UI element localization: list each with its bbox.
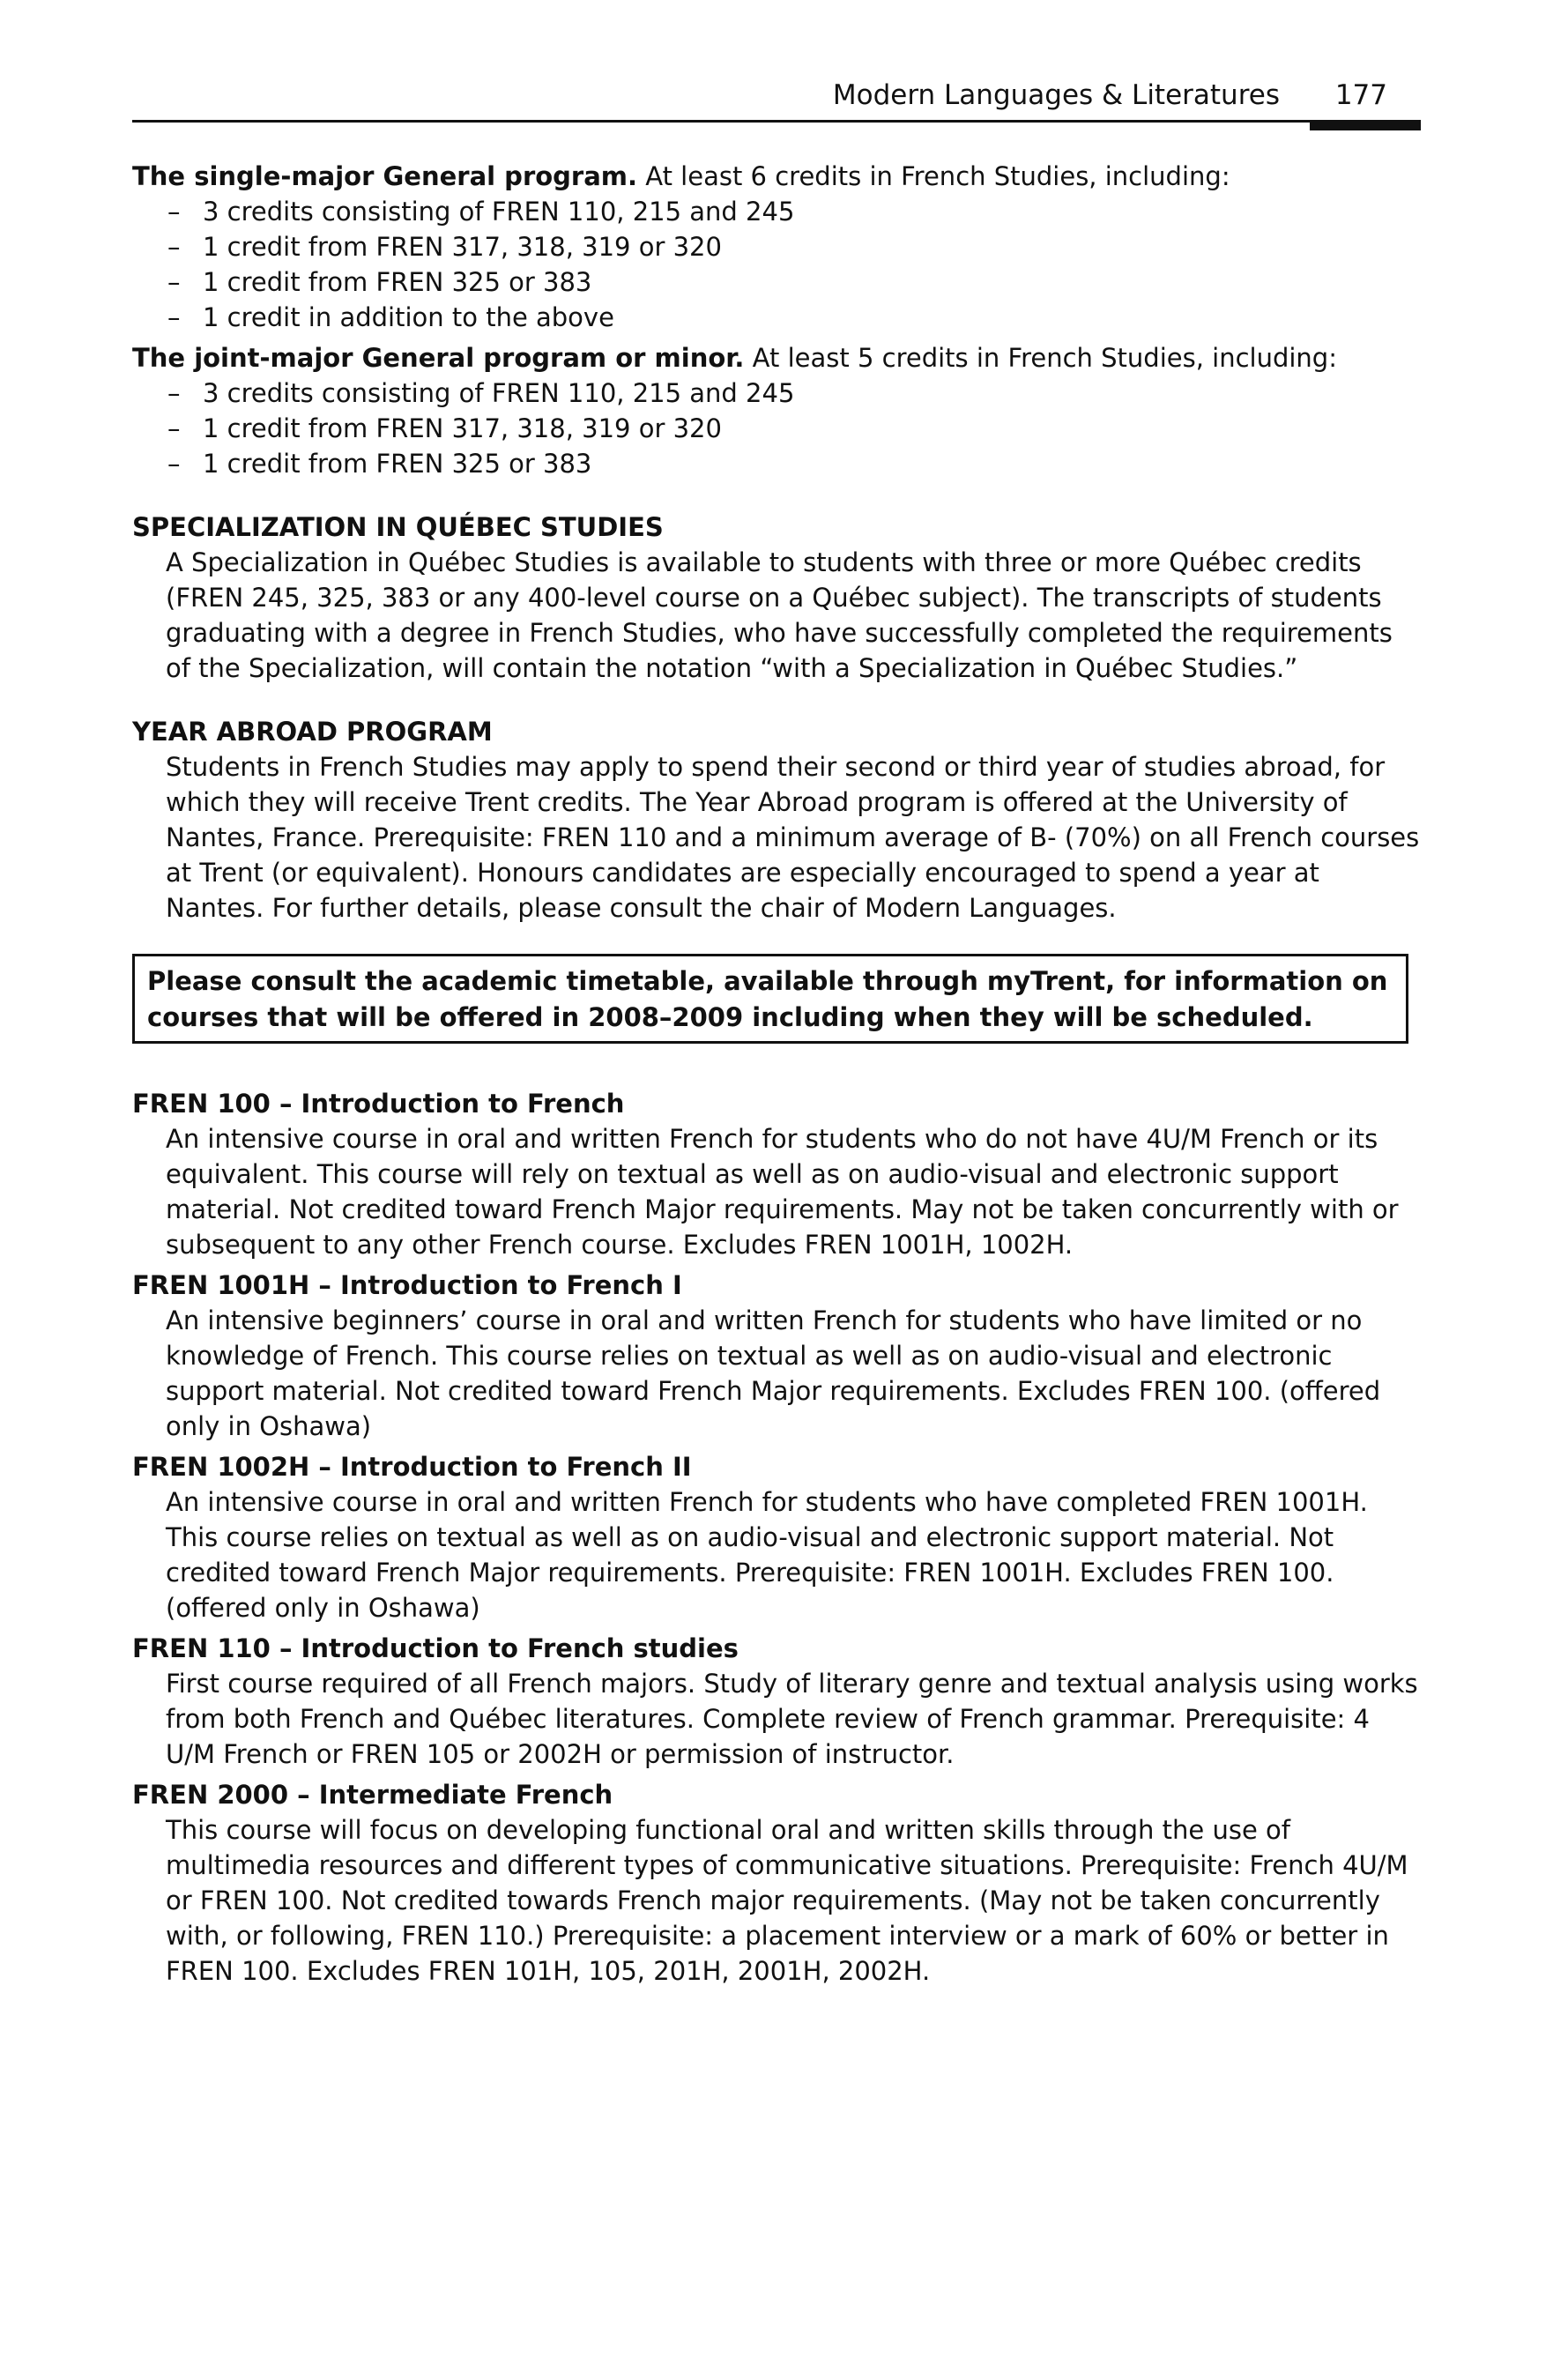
- list-item: [167, 411, 1421, 446]
- course-description: An intensive course in oral and written French for students who do not have 4U/M French or its equivalent. This course will rely on textual as well as on audio-visual and electronic support material. Not credited toward French Major requirements. May not be taken concurrently with or subsequent to any other French course. Excludes FREN 1001H, 1002H.: [166, 1124, 1399, 1260]
- list-item: [167, 446, 1421, 481]
- course-title: FREN 110 – Introduction to French studies: [132, 1633, 739, 1663]
- specialization-heading: SPECIALIZATION IN QUÉBEC STUDIES: [132, 512, 664, 542]
- single-major-requirements: [132, 194, 1421, 335]
- course-description: First course required of all French majors. Study of literary genre and textual analysis using works from both French and Québec literatures. Complete review of French grammar. Prerequisite: 4 U/M French or FREN 105 or 2002H or permission of instructor.: [166, 1669, 1418, 1769]
- single-major-heading: The single-major General program.: [132, 161, 638, 191]
- course-entry: [132, 1449, 1421, 1625]
- list-item-text: 1 credit from FREN 317, 318, 319 or 320: [203, 413, 722, 443]
- running-head: Modern Languages & Literatures: [832, 79, 1280, 111]
- course-title: FREN 1002H – Introduction to French II: [132, 1452, 692, 1482]
- dash-bullet: –: [167, 302, 181, 332]
- list-item-text: 1 credit from FREN 325 or 383: [203, 449, 592, 479]
- header-rule: [132, 120, 1421, 123]
- year-abroad-heading: YEAR ABROAD PROGRAM: [132, 717, 493, 747]
- list-item: [167, 229, 1421, 264]
- list-item: [167, 300, 1421, 335]
- page-header: [132, 72, 1421, 134]
- main-content: [132, 159, 1421, 1994]
- dash-bullet: –: [167, 413, 181, 443]
- single-major-paragraph: [132, 159, 1421, 194]
- year-abroad-body: Students in French Studies may apply to spend their second or third year of studies abroad, for which they will receive Trent credits. The Year Abroad program is offered at the University of Nantes, France. Prerequisite: FREN 110 and a minimum average of B- (70%) on all French courses at Trent (or equivalent). Honours candidates are especially encouraged to spend a year at Nantes. For further details, please consult the chair of Modern Languages.: [166, 752, 1420, 923]
- list-item-text: 1 credit in addition to the above: [203, 302, 614, 332]
- list-item-text: 1 credit from FREN 325 or 383: [203, 267, 592, 297]
- header-thick-bar: [1310, 122, 1421, 130]
- dash-bullet: –: [167, 378, 181, 408]
- course-description: This course will focus on developing functional oral and written skills through the use of multimedia resources and different types of communicative situations. Prerequisite: French 4U/M or FREN 100. Not credited towards French major requirements. (May not be taken concurrently with, or following, FREN 110.) Prerequisite: a placement interview or a mark of 60% or better in FREN 100. Excludes FREN 101H, 105, 201H, 2001H, 2002H.: [166, 1815, 1408, 1986]
- dash-bullet: –: [167, 197, 181, 227]
- joint-major-paragraph: [132, 340, 1421, 376]
- joint-major-heading: The joint-major General program or minor.: [132, 343, 745, 373]
- joint-major-requirements: [132, 376, 1421, 481]
- course-entry: [132, 1086, 1421, 1262]
- page-number: 177: [1334, 79, 1387, 111]
- dash-bullet: –: [167, 232, 181, 262]
- course-description: An intensive course in oral and written French for students who have completed FREN 1001H. This course relies on textual as well as on audio-visual and electronic support material. Not credited toward French Major requirements. Prerequisite: FREN 1001H. Excludes FREN 100. (offered only in Oshawa): [166, 1487, 1368, 1623]
- dash-bullet: –: [167, 267, 181, 297]
- course-entry: [132, 1777, 1421, 1989]
- course-entry: [132, 1268, 1421, 1444]
- dash-bullet: –: [167, 449, 181, 479]
- course-title: FREN 1001H – Introduction to French I: [132, 1270, 682, 1300]
- course-description: An intensive beginners’ course in oral and written French for students who have limited or no knowledge of French. This course relies on textual as well as on audio-visual and electronic support material. Not credited toward French Major requirements. Excludes FREN 100. (offered only in Oshawa): [166, 1305, 1381, 1441]
- list-item: [167, 194, 1421, 229]
- list-item: [167, 376, 1421, 411]
- list-item-text: 3 credits consisting of FREN 110, 215 and 245: [203, 378, 795, 408]
- list-item-text: 3 credits consisting of FREN 110, 215 and 245: [203, 197, 795, 227]
- list-item-text: 1 credit from FREN 317, 318, 319 or 320: [203, 232, 722, 262]
- course-entry: [132, 1631, 1421, 1772]
- list-item: [167, 264, 1421, 300]
- single-major-intro: At least 6 credits in French Studies, including:: [637, 161, 1230, 191]
- specialization-body: A Specialization in Québec Studies is available to students with three or more Québec credits (FREN 245, 325, 383 or any 400-level course on a Québec subject). The transcripts of students graduating with a degree in French Studies, who have successfully completed the requirements of the Specialization, will contain the notation “with a Specialization in Québec Studies.”: [166, 547, 1393, 683]
- course-title: FREN 2000 – Intermediate French: [132, 1780, 613, 1810]
- timetable-notice: Please consult the academic timetable, available through myTrent, for information on courses that will be offered in 2008–2009 including when they will be scheduled.: [132, 954, 1408, 1044]
- joint-major-intro: At least 5 credits in French Studies, including:: [744, 343, 1337, 373]
- course-title: FREN 100 – Introduction to French: [132, 1089, 625, 1119]
